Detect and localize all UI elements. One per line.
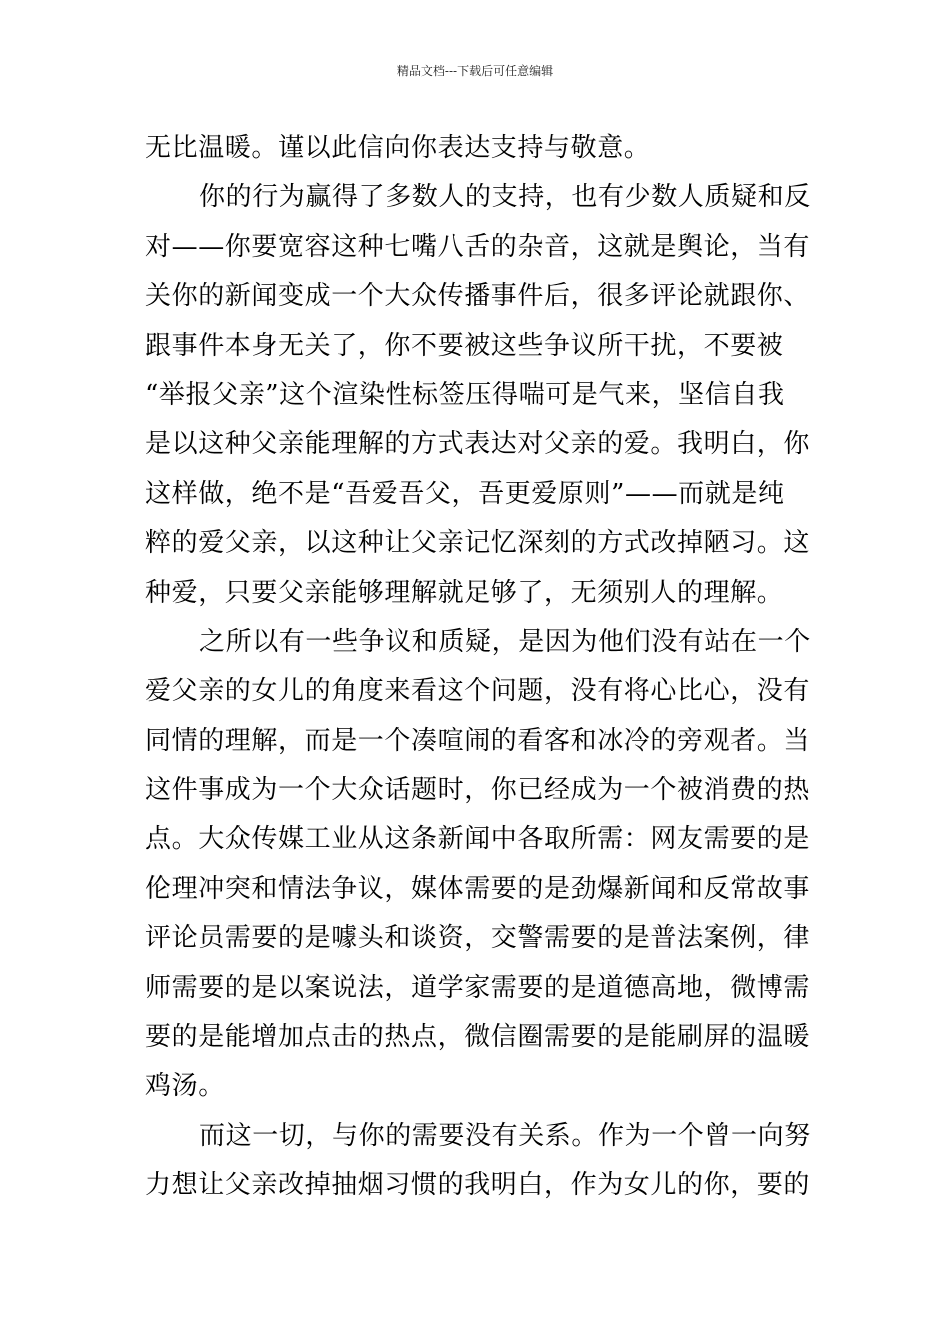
- text-line: 而这一切，与你的需要没有关系。作为一个曾一向努: [199, 1120, 811, 1151]
- text-line: 粹的爱父亲，以这种让父亲记忆深刻的方式改掉陋习。这: [145, 528, 811, 559]
- text-line: 师需要的是以案说法，道学家需要的是道德高地，微博需: [145, 972, 811, 1003]
- page-header: 精品文档---下载后可任意编辑: [396, 64, 554, 78]
- text-line: 对——你要宽容这种七嘴八舌的杂音，这就是舆论，当有: [145, 231, 811, 262]
- text-line: 伦理冲突和情法争议，媒体需要的是劲爆新闻和反常故事: [145, 873, 811, 904]
- text-line: 关你的新闻变成一个大众传播事件后，很多评论就跟你、: [145, 281, 811, 312]
- text-line: 要的是能增加点击的热点，微信圈需要的是能刷屏的温暖: [145, 1022, 811, 1053]
- text-line: 你的行为赢得了多数人的支持，也有少数人质疑和反: [199, 182, 811, 213]
- text-line: 点。大众传媒工业从这条新闻中各取所需：网友需要的是: [145, 824, 811, 855]
- text-line: 种爱，只要父亲能够理解就足够了，无须别人的理解。: [145, 577, 784, 608]
- text-line: 同情的理解，而是一个凑喧闹的看客和冰冷的旁观者。当: [145, 725, 811, 756]
- text-line: 跟事件本身无关了，你不要被这些争议所干扰，不要被: [145, 330, 784, 361]
- text-line: 评论员需要的是噱头和谈资，交警需要的是普法案例，律: [145, 923, 811, 954]
- text-line: 这件事成为一个大众话题时，你已经成为一个被消费的热: [145, 775, 811, 806]
- text-line: 无比温暖。谨以此信向你表达支持与敬意。: [145, 133, 651, 163]
- text-line: 这样做，绝不是“吾爱吾父，吾更爱原则”——而就是纯: [145, 478, 785, 509]
- text-line: 是以这种父亲能理解的方式表达对父亲的爱。我明白，你: [145, 429, 811, 460]
- document-body: [145, 124, 809, 1211]
- text-line: 力想让父亲改掉抽烟习惯的我明白，作为女儿的你，要的: [145, 1170, 811, 1201]
- text-line: 爱父亲的女儿的角度来看这个问题，没有将心比心，没有: [145, 676, 811, 707]
- text-line: 鸡汤。: [145, 1071, 225, 1102]
- text-line: 之所以有一些争议和质疑，是因为他们没有站在一个: [199, 626, 811, 657]
- text-line: “举报父亲”这个渲染性标签压得喘可是气来，坚信自我: [145, 379, 785, 410]
